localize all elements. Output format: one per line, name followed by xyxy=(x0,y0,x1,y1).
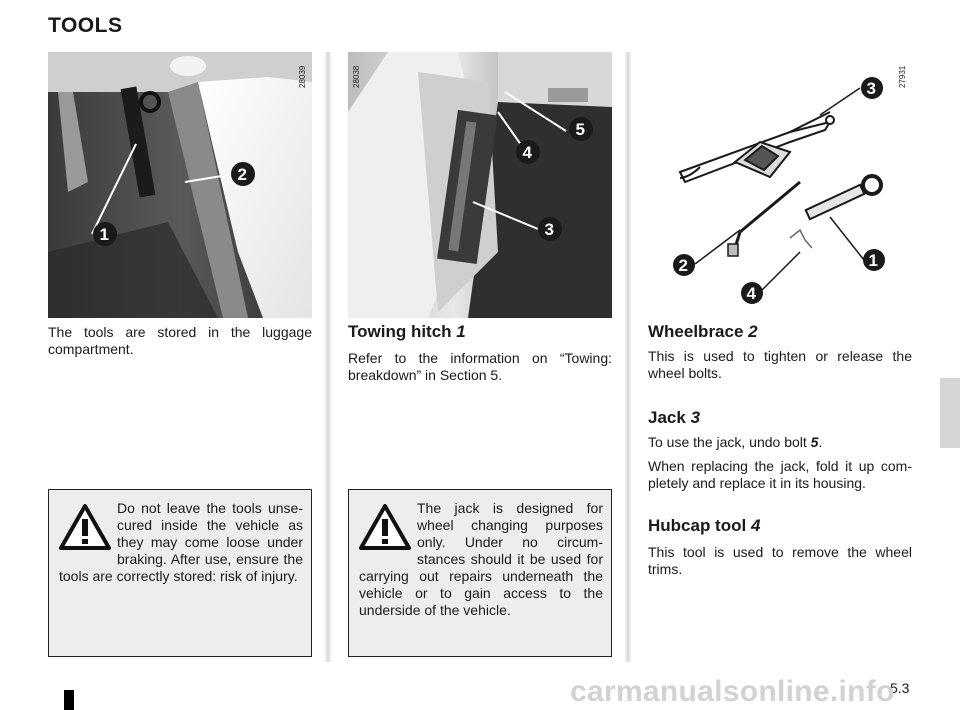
callout-2 xyxy=(231,162,255,186)
warning-box-jack xyxy=(348,489,612,657)
wheelbrace-text: This is used to tighten or release the wheel bolts. xyxy=(648,348,912,381)
towing-hitch-icon xyxy=(806,176,881,219)
figure-ref-middle: 28038 xyxy=(352,65,361,88)
column-divider xyxy=(625,52,631,662)
callout-1 xyxy=(93,222,117,246)
svg-text:4: 4 xyxy=(522,143,532,162)
jack-text-1: To use the jack, undo bolt 5. xyxy=(648,434,823,450)
figure-ref-left: 28039 xyxy=(298,65,307,88)
wheelbrace-icon xyxy=(728,182,800,256)
callout-3 xyxy=(861,77,883,99)
hubcap-tool-heading: Hubcap tool 4 xyxy=(648,516,761,535)
callout-3 xyxy=(538,217,562,241)
callout-1 xyxy=(863,249,885,271)
towing-hitch-text: Refer to the information on “Towing: breakdown” in Section 5. xyxy=(348,350,612,383)
tools-illustration xyxy=(640,52,930,318)
warning-text-jack: The jack is designed for wheel changing purposes only. Under no circum-stances should it be used for carrying out repairs underneath the vehicle or to gain access to the underside of the vehicle. xyxy=(359,500,603,618)
page-number: 5.3 xyxy=(890,680,910,696)
jack-icon xyxy=(680,112,834,182)
jack-heading: Jack 3 xyxy=(648,408,701,427)
callout-4 xyxy=(516,140,540,164)
tools-drawing xyxy=(640,52,930,318)
callout-4 xyxy=(741,282,763,304)
luggage-compartment-photo xyxy=(48,52,312,318)
callout-2 xyxy=(673,254,695,276)
svg-text:4: 4 xyxy=(746,284,756,303)
figure-ref-right: 27931 xyxy=(898,65,907,88)
wheelbrace-heading: Wheelbrace 2 xyxy=(648,322,758,341)
bottom-marker xyxy=(64,690,74,710)
warning-box-tools xyxy=(48,489,312,657)
svg-text:1: 1 xyxy=(99,225,109,244)
svg-text:1: 1 xyxy=(868,251,878,270)
column-divider xyxy=(325,52,331,662)
section-side-tab xyxy=(940,378,960,448)
svg-text:5: 5 xyxy=(575,120,585,139)
jack-housing-photo xyxy=(348,52,612,318)
svg-text:3: 3 xyxy=(866,79,876,98)
storage-text: The tools are stored in the luggage compartment. xyxy=(48,324,312,357)
watermark: carmanualsonline.info xyxy=(570,675,895,708)
luggage-photo-illustration xyxy=(48,52,312,318)
svg-text:3: 3 xyxy=(544,220,554,239)
warning-text-tools: Do not leave the tools unse-cured inside the vehicle as they may come loose under braking. After use, ensure the tools are correctly stored: risk of injury. xyxy=(59,500,303,584)
page-title: TOOLS xyxy=(48,14,123,37)
svg-text:2: 2 xyxy=(237,165,247,184)
hubcap-tool-text: This tool is used to remove the wheel trims. xyxy=(648,544,912,577)
jack-text-2: When replacing the jack, fold it up com-pletely and replace it in its housing. xyxy=(648,458,912,491)
svg-text:2: 2 xyxy=(678,256,688,275)
callout-5 xyxy=(569,117,593,141)
towing-hitch-heading: Towing hitch 1 xyxy=(348,322,466,341)
jack-housing-illustration xyxy=(348,52,612,318)
hubcap-tool-icon xyxy=(790,230,812,248)
